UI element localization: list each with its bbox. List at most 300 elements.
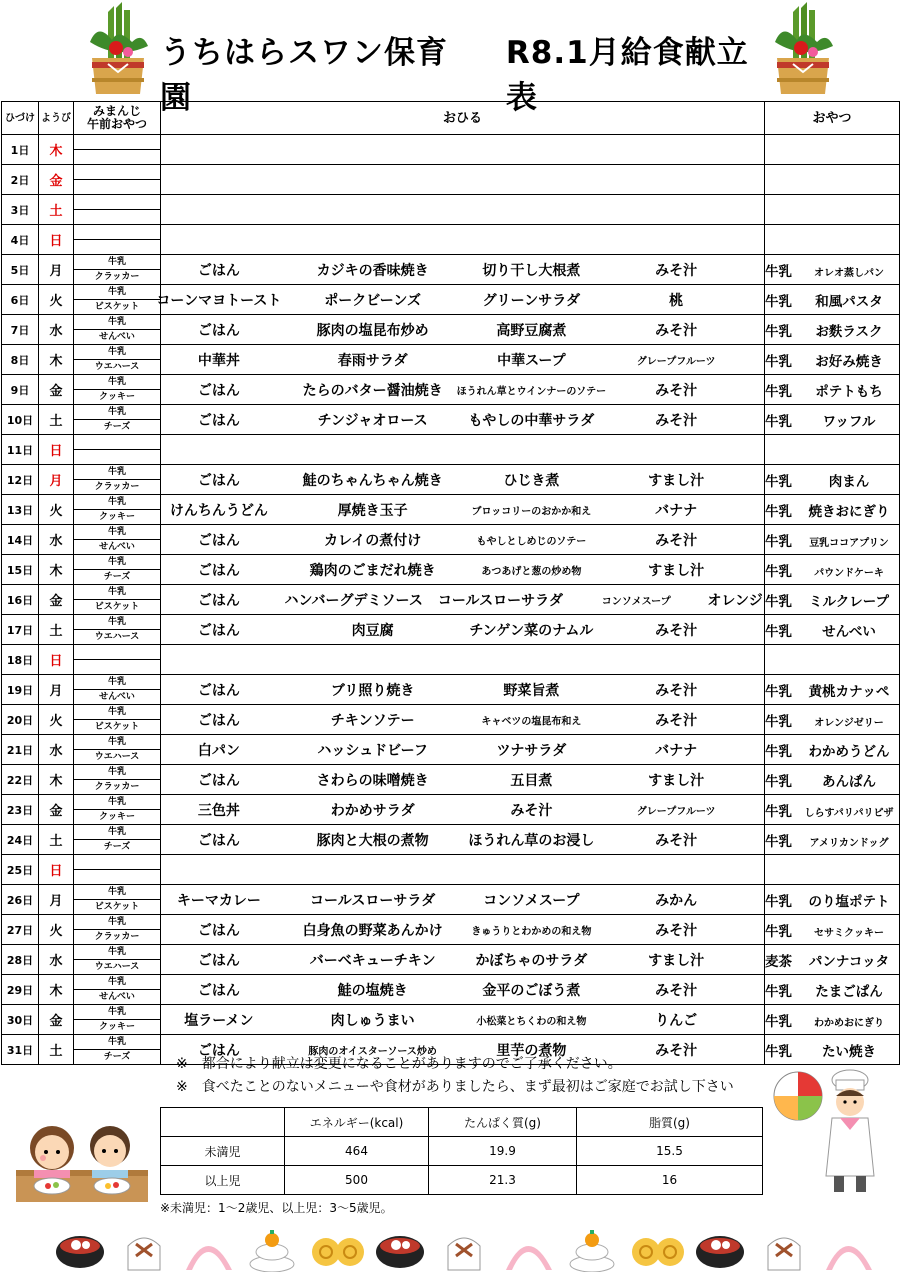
snack-item: お好み焼き (815, 353, 883, 370)
snack-item: 和風パスタ (815, 293, 883, 310)
menu-row (2, 465, 900, 495)
row-lunch (161, 195, 765, 225)
row-snack (765, 225, 900, 255)
snack-item: 焼きおにぎり (808, 503, 890, 520)
row-date: 11日 (2, 435, 39, 465)
lunch-dish: 鮭のちゃんちゃん焼き (302, 472, 443, 489)
lunch-dish: すまし汁 (648, 772, 705, 789)
snack-drink: 牛乳 (765, 263, 792, 280)
am-drink: 牛乳 (74, 825, 160, 840)
row-dow: 土 (39, 825, 74, 855)
row-lunch (161, 975, 765, 1005)
menu-title: R8.1月給食献立表 (505, 35, 749, 116)
row-am-snack (74, 765, 161, 795)
nutrition-header-row (161, 1108, 763, 1137)
nutrition-value: 19.9 (429, 1137, 577, 1166)
lunch-dish: みそ汁 (655, 682, 698, 699)
menu-row (2, 915, 900, 945)
row-snack (765, 255, 900, 285)
lunch-dish: グレープフルーツ (636, 356, 716, 367)
row-snack (765, 405, 900, 435)
row-snack (765, 495, 900, 525)
menu-row (2, 825, 900, 855)
row-lunch (161, 945, 765, 975)
row-date: 9日 (2, 375, 39, 405)
menu-row (2, 165, 900, 195)
am-snack-item (74, 660, 160, 674)
menu-row (2, 705, 900, 735)
lunch-dish: みそ汁 (655, 622, 698, 639)
am-drink: 牛乳 (74, 945, 160, 960)
am-drink: 牛乳 (74, 405, 160, 420)
row-lunch (161, 855, 765, 885)
age-footnote: ※未満児：1～2歳児、以上児：3～5歳児。 (160, 1201, 393, 1215)
header-dow: ようび (39, 102, 74, 135)
mochi-icon (128, 1238, 160, 1270)
lunch-dish: チキンソテー (330, 712, 415, 729)
mochi-icon (448, 1238, 480, 1270)
lunch-dish: ごはん (197, 952, 240, 969)
am-drink (74, 135, 160, 150)
row-am-snack (74, 285, 161, 315)
row-dow: 日 (39, 225, 74, 255)
snack-item: お麩ラスク (815, 323, 883, 340)
row-am-snack (74, 795, 161, 825)
page-title (160, 35, 760, 116)
lunch-dish: チンジャオロース (317, 412, 428, 429)
header-lunch: おひる (161, 102, 765, 135)
row-dow: 水 (39, 735, 74, 765)
row-lunch (161, 1005, 765, 1035)
lunch-dish: みそ汁 (655, 982, 698, 999)
am-drink: 牛乳 (74, 525, 160, 540)
am-snack-item (74, 210, 160, 224)
am-drink: 牛乳 (74, 495, 160, 510)
snack-drink: 牛乳 (765, 833, 792, 850)
mochi-icon (768, 1238, 800, 1270)
am-snack-item: クラッカー (94, 932, 140, 942)
nutrition-row (161, 1137, 763, 1166)
lunch-dish: 中華スープ (497, 352, 566, 369)
lunch-dish: 豚肉と大根の煮物 (316, 832, 429, 849)
snack-drink: 牛乳 (765, 1043, 792, 1060)
row-date: 19日 (2, 675, 39, 705)
row-snack (765, 1005, 900, 1035)
children-eating-illustration (12, 1108, 152, 1204)
lunch-dish: わかめサラダ (330, 802, 415, 819)
lunch-dish: オレンジ (707, 592, 763, 609)
lunch-dish: ごはん (197, 472, 240, 489)
am-snack-item: せんべい (99, 332, 135, 342)
row-dow: 土 (39, 615, 74, 645)
row-dow: 土 (39, 1035, 74, 1065)
menu-row (2, 195, 900, 225)
lunch-dish: みそ汁 (655, 382, 698, 399)
snack-drink: 牛乳 (765, 383, 792, 400)
row-lunch (156, 285, 765, 315)
datemaki-icon (632, 1238, 684, 1266)
lunch-dish: 塩ラーメン (184, 1012, 254, 1029)
lunch-dish: ツナサラダ (496, 742, 567, 759)
row-am-snack (74, 255, 161, 285)
row-dow: 水 (39, 525, 74, 555)
snack-drink: 牛乳 (765, 503, 792, 520)
menu-row (2, 675, 900, 705)
lunch-dish: 豚肉の塩昆布炒め (316, 322, 429, 339)
lunch-dish: 高野豆腐煮 (496, 322, 567, 339)
lunch-dish: バナナ (655, 742, 698, 759)
menu-row (2, 795, 900, 825)
row-dow: 金 (39, 585, 74, 615)
kadomatsu-left-icon (78, 2, 158, 98)
lunch-dish: かぼちゃのサラダ (475, 952, 588, 969)
nutrition-header-fat: 脂質(g) (577, 1108, 763, 1137)
menu-row (2, 525, 900, 555)
row-am-snack (74, 885, 161, 915)
row-dow: 月 (39, 885, 74, 915)
menu-row (2, 345, 900, 375)
row-lunch (161, 645, 765, 675)
am-snack-item: ビスケット (94, 602, 140, 612)
am-snack-item: チーズ (103, 422, 131, 432)
snack-item: 黄桃カナッペ (808, 683, 890, 700)
menu-row (2, 885, 900, 915)
row-dow: 木 (39, 765, 74, 795)
row-dow: 火 (39, 495, 74, 525)
row-snack (765, 735, 900, 765)
row-date: 17日 (2, 615, 39, 645)
menu-row (2, 225, 900, 255)
row-dow: 月 (39, 675, 74, 705)
row-am-snack (74, 855, 161, 885)
am-snack-item: チーズ (103, 842, 131, 852)
row-am-snack (74, 675, 161, 705)
am-snack-item (74, 870, 160, 884)
row-lunch (161, 705, 765, 735)
row-date: 24日 (2, 825, 39, 855)
am-snack-item (74, 150, 160, 164)
row-dow: 金 (39, 165, 74, 195)
row-snack (765, 345, 900, 375)
row-date: 15日 (2, 555, 39, 585)
kamaboko-icon (506, 1246, 552, 1270)
snack-item: パウンドケーキ (814, 567, 884, 579)
kagami-icon (570, 1230, 614, 1272)
lunch-dish: ごはん (197, 322, 240, 339)
lunch-dish: みそ汁 (655, 322, 698, 339)
lunch-dish: みそ汁 (655, 412, 698, 429)
snack-drink: 牛乳 (765, 683, 792, 700)
row-lunch (161, 495, 765, 525)
snack-item: のり塩ポテト (808, 893, 890, 910)
snack-item: わかめうどん (808, 743, 890, 760)
nutrition-label: 以上児 (161, 1166, 285, 1195)
am-snack-item: ビスケット (94, 302, 140, 312)
row-lunch (161, 735, 765, 765)
am-drink: 牛乳 (74, 705, 160, 720)
snack-drink: 牛乳 (765, 473, 792, 490)
am-drink: 牛乳 (74, 585, 160, 600)
snack-drink: 牛乳 (765, 983, 792, 1000)
nutrition-value: 15.5 (577, 1137, 763, 1166)
datemaki-icon (312, 1238, 364, 1266)
lunch-dish: きゅうりとわかめの和え物 (471, 926, 592, 937)
nutrition-label: 未満児 (161, 1137, 285, 1166)
row-snack (765, 825, 900, 855)
lunch-dish: グリーンサラダ (482, 292, 581, 309)
lunch-dish: ブリ照り焼き (330, 682, 415, 699)
row-dow: 火 (39, 285, 74, 315)
row-date: 5日 (2, 255, 39, 285)
am-snack-item: クッキー (98, 1022, 135, 1032)
row-date: 25日 (2, 855, 39, 885)
row-lunch (161, 375, 765, 405)
menu-row (2, 975, 900, 1005)
menu-row (2, 945, 900, 975)
row-date: 23日 (2, 795, 39, 825)
menu-row (2, 855, 900, 885)
nutrition-corner (161, 1108, 285, 1137)
row-dow: 日 (39, 855, 74, 885)
lunch-dish: ごはん (197, 712, 240, 729)
menu-row (2, 645, 900, 675)
am-snack-item: ウエハース (94, 962, 140, 972)
lunch-dish: ごはん (197, 592, 240, 609)
row-lunch (161, 795, 765, 825)
lunch-dish: もやしとしめじのソテー (476, 536, 587, 547)
note-1: ※ 都合により献立は変更になることがありますのでご了承ください。 (176, 1056, 622, 1072)
snack-item: 豆乳ココアプリン (809, 537, 889, 549)
row-am-snack (74, 495, 161, 525)
row-date: 8日 (2, 345, 39, 375)
row-am-snack (74, 945, 161, 975)
lunch-dish: みそ汁 (655, 712, 698, 729)
am-drink: 牛乳 (74, 735, 160, 750)
menu-row (2, 435, 900, 465)
nutrition-value: 16 (577, 1166, 763, 1195)
row-lunch (161, 315, 765, 345)
row-snack (765, 855, 900, 885)
row-am-snack (74, 465, 161, 495)
am-drink: 牛乳 (74, 675, 160, 690)
note-2: ※ 食べたことのないメニューや食材がありましたら、まず最初はご家庭でお試し下さい (176, 1079, 734, 1095)
snack-drink: 牛乳 (765, 623, 792, 640)
menu-row (2, 495, 900, 525)
lunch-dish: ごはん (197, 262, 240, 279)
chef-illustration (770, 1066, 890, 1196)
row-lunch (161, 825, 765, 855)
am-snack-item: クッキー (98, 392, 135, 402)
snack-item: せんべい (822, 623, 876, 640)
row-dow: 金 (39, 375, 74, 405)
am-snack-item: クラッカー (94, 482, 140, 492)
am-drink (74, 645, 160, 660)
row-snack (765, 645, 900, 675)
snack-drink: 牛乳 (765, 923, 792, 940)
snack-item: オレオ蒸しパン (814, 267, 884, 279)
row-snack (765, 915, 900, 945)
row-am-snack (74, 555, 161, 585)
lunch-dish: ごはん (197, 832, 240, 849)
row-snack (765, 765, 900, 795)
lunch-dish: ごはん (197, 1042, 240, 1059)
lunch-dish: ポークビーンズ (324, 292, 422, 309)
snack-item: たい焼き (822, 1043, 876, 1060)
row-am-snack (74, 1035, 161, 1065)
row-snack (765, 945, 900, 975)
lunch-dish: みそ汁 (655, 922, 698, 939)
nutrition-table (160, 1107, 763, 1195)
am-snack-item (74, 450, 160, 464)
row-am-snack (74, 225, 161, 255)
row-date: 2日 (2, 165, 39, 195)
row-lunch (161, 165, 765, 195)
lunch-dish: ブロッコリーのおかか和え (471, 506, 592, 517)
menu-row (2, 255, 900, 285)
row-lunch (161, 135, 765, 165)
lunch-dish: 桃 (669, 292, 684, 309)
lunch-dish: 鮭の塩焼き (337, 982, 408, 999)
row-dow: 木 (39, 135, 74, 165)
lunch-dish: 小松菜とちくわの和え物 (476, 1016, 587, 1027)
menu-table (1, 101, 900, 1065)
row-am-snack (74, 1005, 161, 1035)
snack-drink: 牛乳 (765, 563, 792, 580)
am-drink (74, 225, 160, 240)
lunch-dish: 豚肉のオイスターソース炒め (308, 1046, 437, 1057)
lunch-dish: コンソメスープ (601, 596, 671, 607)
am-snack-item: せんべい (99, 542, 135, 552)
lunch-dish: コンソメスープ (483, 892, 580, 909)
am-drink: 牛乳 (74, 615, 160, 630)
menu-row (2, 585, 900, 615)
row-dow: 日 (39, 645, 74, 675)
snack-item: わかめおにぎり (814, 1017, 884, 1029)
am-snack-item: ウエハース (94, 632, 140, 642)
row-dow: 木 (39, 555, 74, 585)
row-dow: 土 (39, 195, 74, 225)
am-drink: 牛乳 (74, 345, 160, 360)
lunch-dish: ごはん (197, 922, 240, 939)
new-year-food-border (50, 1226, 890, 1272)
lunch-dish: 切り干し大根煮 (482, 262, 581, 279)
lunch-dish: ごはん (197, 682, 240, 699)
row-date: 13日 (2, 495, 39, 525)
header-am-line1: みまんじ (92, 104, 141, 118)
row-am-snack (74, 825, 161, 855)
row-lunch (161, 885, 765, 915)
lunch-dish: カレイの煮付け (323, 532, 422, 549)
lunch-dish: さわらの味噌焼き (316, 772, 429, 789)
am-drink: 牛乳 (74, 915, 160, 930)
snack-drink: 牛乳 (765, 593, 792, 610)
snack-drink: 牛乳 (765, 533, 792, 550)
lunch-dish: ごはん (197, 412, 240, 429)
nutrition-header-energy: エネルギー(kcal) (285, 1108, 429, 1137)
row-am-snack (74, 435, 161, 465)
am-drink (74, 435, 160, 450)
row-lunch (161, 675, 765, 705)
row-am-snack (74, 525, 161, 555)
lunch-dish: ごはん (197, 772, 240, 789)
row-snack (765, 555, 900, 585)
lunch-dish: みそ汁 (655, 1042, 698, 1059)
row-date: 21日 (2, 735, 39, 765)
am-drink: 牛乳 (74, 885, 160, 900)
lunch-dish: たらのバター醤油焼き (302, 382, 443, 399)
menu-row (2, 765, 900, 795)
am-snack-item: せんべい (99, 992, 135, 1002)
lunch-dish: りんご (655, 1012, 698, 1029)
header-am-line2: 午前おやつ (86, 117, 147, 131)
row-am-snack (74, 975, 161, 1005)
nutrition-value: 21.3 (429, 1166, 577, 1195)
lunch-dish: コールスローサラダ (437, 592, 564, 609)
snack-item: アメリカンドッグ (809, 837, 889, 849)
am-drink: 牛乳 (74, 765, 160, 780)
row-lunch (161, 615, 765, 645)
lunch-dish: 白身魚の野菜あんかけ (302, 922, 443, 939)
lunch-dish: 厚焼き玉子 (337, 502, 408, 519)
snack-item: しらすパリパリピザ (804, 807, 894, 819)
row-snack (765, 375, 900, 405)
row-am-snack (74, 375, 161, 405)
row-am-snack (74, 135, 161, 165)
lunch-dish: 三色丼 (197, 802, 240, 819)
lunch-dish: 白パン (197, 742, 240, 759)
kamaboko-icon (186, 1246, 232, 1270)
snack-drink: 牛乳 (765, 353, 792, 370)
snack-item: ポテトもち (815, 383, 883, 400)
lunch-dish: 五目煮 (510, 772, 553, 789)
lunch-dish: ひじき煮 (503, 472, 560, 489)
am-snack-item: ウエハース (94, 752, 140, 762)
row-lunch (161, 555, 765, 585)
row-snack (765, 165, 900, 195)
zoni-icon (56, 1236, 104, 1268)
snack-item: ミルクレープ (808, 593, 890, 610)
row-snack (765, 975, 900, 1005)
zoni-icon (696, 1236, 744, 1268)
lunch-dish: 里芋の煮物 (496, 1042, 567, 1059)
am-drink: 牛乳 (74, 465, 160, 480)
am-drink: 牛乳 (74, 375, 160, 390)
snack-item: あんぱん (822, 773, 876, 790)
snack-drink: 牛乳 (765, 323, 792, 340)
am-drink: 牛乳 (74, 255, 160, 270)
lunch-dish: 中華丼 (197, 352, 240, 369)
row-date: 29日 (2, 975, 39, 1005)
row-lunch (161, 345, 765, 375)
snack-drink: 牛乳 (765, 893, 792, 910)
lunch-dish: けんちんうどん (169, 502, 268, 519)
row-snack (765, 285, 900, 315)
row-date: 4日 (2, 225, 39, 255)
am-drink: 牛乳 (74, 1005, 160, 1020)
row-am-snack (74, 315, 161, 345)
menu-row (2, 315, 900, 345)
row-date: 14日 (2, 525, 39, 555)
row-snack (765, 435, 900, 465)
am-drink: 牛乳 (74, 555, 160, 570)
lunch-dish: ごはん (197, 382, 240, 399)
snack-drink: 牛乳 (765, 773, 792, 790)
row-am-snack (74, 195, 161, 225)
row-snack (765, 705, 900, 735)
kadomatsu-right-icon (763, 2, 843, 98)
row-am-snack (74, 345, 161, 375)
lunch-dish: ごはん (197, 622, 240, 639)
